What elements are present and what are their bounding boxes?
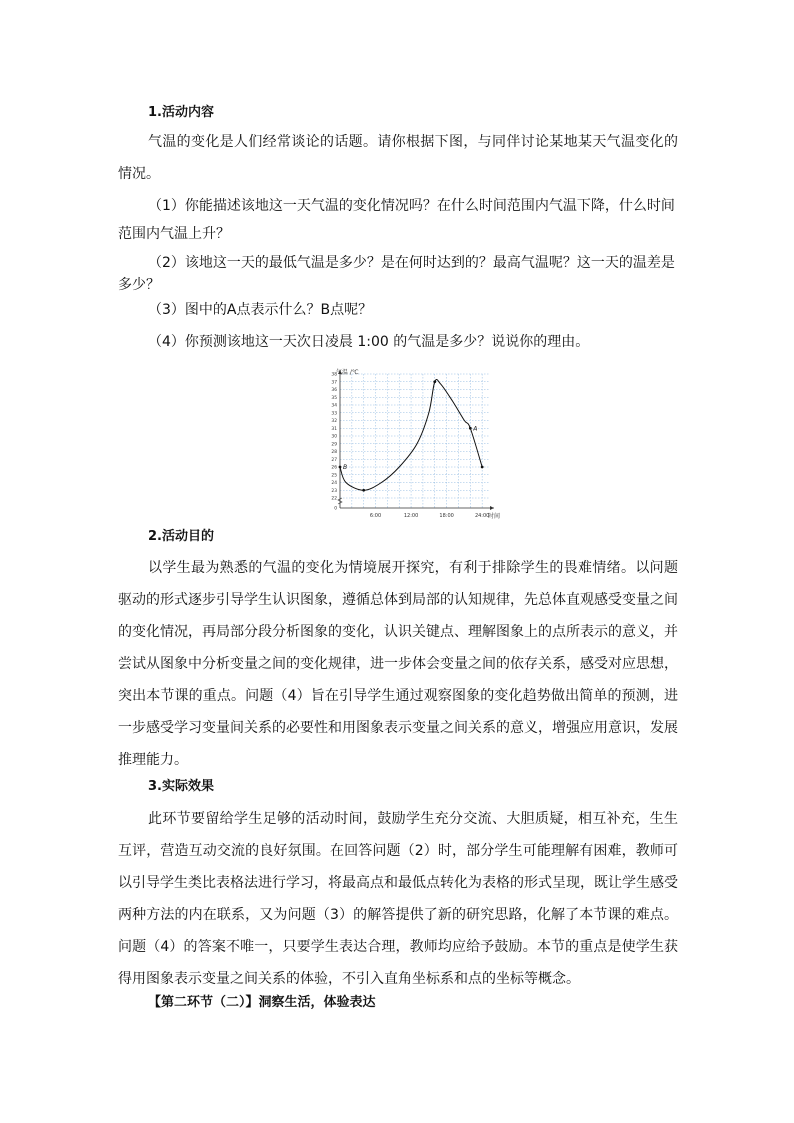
y-tick-label: 31: [331, 426, 337, 432]
y-axis-label: 气温 /℃: [336, 369, 359, 376]
data-point: [362, 489, 365, 492]
point-label-a: A: [473, 425, 478, 433]
x-tick-label: 12:00: [403, 513, 419, 519]
chart-grid: [340, 374, 490, 508]
temperature-chart-svg: [316, 366, 506, 522]
x-tick-label: 6:00: [369, 513, 382, 519]
temperature-chart: [316, 366, 506, 526]
question-3: （3）图中的A点表示什么？B点呢？: [148, 302, 373, 318]
point-label-b: B: [343, 464, 348, 471]
question-1: （1）你能描述该地这一天气温的变化情况吗？在什么时间范围内气温下降，什么时间范围内气温上升？: [118, 198, 675, 242]
data-point: [339, 466, 342, 469]
x-tick-label: 18:00: [439, 513, 454, 519]
y-tick-label: 24: [331, 481, 337, 487]
y-tick-label: 35: [331, 395, 337, 401]
y-tick-label: 23: [331, 488, 337, 494]
x-axis-label: 时间: [488, 513, 501, 520]
section-4-heading: 【第二环节（二）】洞察生活，体验表达: [148, 995, 376, 1010]
y-tick-label: 37: [331, 380, 337, 386]
section-1-intro: 气温的变化是人们经常谈论的话题。请你根据下图，与同伴讨论某地某天气温变化的情况。: [118, 134, 678, 182]
section-3-heading: 3.实际效果: [148, 779, 214, 794]
x-tick-label: 24:00: [474, 513, 490, 519]
x-axis-arrow: [490, 506, 494, 510]
y-tick-label: 30: [331, 434, 337, 440]
y-tick-label: 34: [331, 403, 337, 409]
y-tick-label: 33: [331, 411, 337, 417]
question-2: （2）该地这一天的最低气温是多少？是在何时达到的？最高气温呢？这一天的温差是多少？: [118, 255, 675, 293]
axis-break: [338, 498, 342, 504]
data-point: [433, 380, 436, 383]
y-tick-label: 29: [331, 442, 337, 448]
chart-axes: [338, 370, 494, 510]
y-tick-label: 25: [331, 473, 337, 479]
section-1-heading: 1.活动内容: [148, 105, 214, 120]
section-2-body: 以学生最为熟悉的气温的变化为情境展开探究，有利于排除学生的畏难情绪。以问题驱动的形式逐步引导学生认识图象，遵循总体到局部的认知规律，先总体直观感受变量之间的变化情况，再局部分段分析图象的变化，认识关键点、理解图象上的点所表示的意义，并尝试从图象中分析变量之间的变化规律，进一步体会变量之间的依存关系，感受对应思想，突出本节课的重点。问题（4）旨在引导学生通过观察图象的变化趋势做出简单的预测，进一步感受学习变量间关系的必要性和用图象表示变量之间关系的意义，增强应用意识，发展推理能力。: [118, 560, 678, 768]
chart-ticks: [331, 372, 489, 519]
y-tick-label: 38: [331, 372, 337, 378]
y-tick-label: 36: [331, 388, 337, 394]
y-tick-label: 26: [331, 465, 337, 471]
data-point: [469, 427, 472, 430]
question-4: （4）你预测该地这一天次日凌晨 1:00 的气温是多少？说说你的理由。: [148, 334, 590, 350]
y-tick-label: 28: [331, 450, 337, 456]
section-2-heading: 2.活动目的: [148, 529, 214, 544]
y-tick-label: 32: [331, 419, 337, 425]
data-point: [481, 466, 484, 469]
chart-points: [339, 380, 484, 491]
section-3-body: 此环节要留给学生足够的活动时间，鼓励学生充分交流、大胆质疑，相互补充，生生互评，营造互动交流的良好氛围。在回答问题（2）时，部分学生可能理解有困难，教师可以引导学生类比表格法进行学习，将最高点和最低点转化为表格的形式呈现，既让学生感受两种方法的内在联系，又为问题（3）的解答提供了新的研究思路，化解了本节课的难点。问题（4）的答案不唯一，只要学生表达合理，教师均应给予鼓励。本节的重点是使学生获得用图象表示变量之间关系的体验，不引入直角坐标系和点的坐标等概念。: [118, 811, 678, 987]
y-tick-label: 22: [331, 496, 337, 502]
y-tick-label: 27: [331, 457, 337, 463]
y-tick-label: 0: [334, 506, 337, 512]
